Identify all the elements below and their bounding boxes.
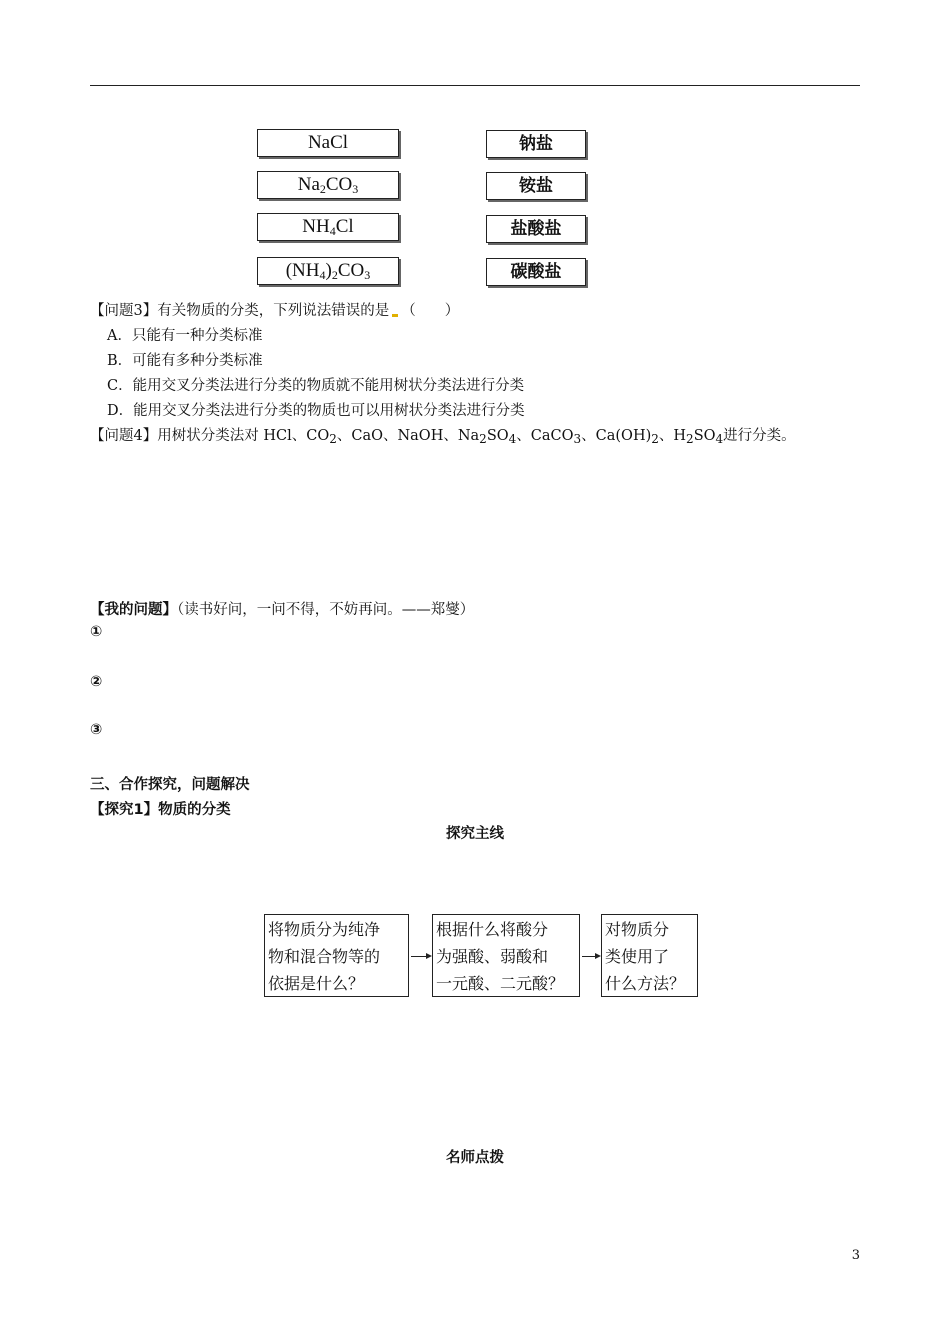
q3-paren: （ ）	[401, 303, 460, 319]
my-question-2: ②	[90, 674, 103, 690]
mainline-title: 探究主线	[446, 826, 504, 842]
header-rule	[90, 85, 860, 86]
box-sodium-salt: 钠盐	[486, 130, 586, 158]
flow-box-1-line: 物和混合物等的	[268, 947, 381, 966]
tips-title: 名师点拨	[446, 1150, 504, 1166]
q4-text-part: 、CaCO	[516, 428, 574, 444]
flow-box-3-line: 什么方法？	[605, 974, 686, 993]
flow-box-2-line: 为强酸、弱酸和	[436, 947, 549, 966]
box-nacl: NaCl	[257, 129, 399, 157]
q3-text: 有关物质的分类，下列说法错误的是	[157, 303, 390, 319]
q4-text: 用树状分类法对 HCl、CO	[157, 428, 330, 444]
page-number: 3	[851, 1248, 860, 1263]
flow-arrow-1	[411, 956, 430, 957]
question-3	[90, 299, 459, 320]
q3-option-a: A．只能有一种分类标准	[107, 328, 263, 344]
box-nh4cl: $NH_4Cl$	[257, 213, 399, 241]
box-hydrochloride-salt: 盐酸盐	[486, 215, 586, 243]
flow-box-2-line: 一元酸、二元酸？	[436, 974, 565, 993]
q3-option-b: B．可能有多种分类标准	[107, 353, 263, 369]
my-questions	[90, 598, 474, 619]
highlight-mark	[392, 314, 398, 317]
q3-label: 【问题3】	[90, 303, 158, 319]
flow-box-3-line: 对物质分	[605, 920, 670, 939]
section-3-heading: 三、合作探究，问题解决	[90, 777, 250, 793]
flow-box-1	[264, 914, 409, 997]
q3-option-d: D．能用交叉分类法进行分类的物质也可以用树状分类法进行分类	[107, 403, 525, 419]
box-nh42co3: $(NH_4)_2CO_3$	[257, 257, 399, 285]
my-question-3: ③	[90, 722, 103, 738]
flow-box-2-line: 根据什么将酸分	[436, 920, 549, 939]
q3-option-c: C．能用交叉分类法进行分类的物质就不能用树状分类法进行分类	[107, 378, 525, 394]
box-na2co3: $Na_2CO_3$	[257, 171, 399, 199]
box-ammonium-salt: 铵盐	[486, 172, 586, 200]
my-questions-label: 【我的问题】	[90, 602, 177, 618]
flow-arrow-2	[582, 956, 599, 957]
flow-box-3	[601, 914, 698, 997]
flow-box-3-line: 类使用了	[605, 947, 670, 966]
q4-text-part: 、Ca(OH)	[581, 428, 652, 444]
flow-box-1-line: 将物质分为纯净	[268, 920, 381, 939]
flow-box-1-line: 依据是什么？	[268, 974, 365, 993]
box-carbonate-salt: 碳酸盐	[486, 258, 586, 286]
q4-text-part: 进行分类。	[723, 428, 796, 444]
question-4: 【问题4】用树状分类法对 HCl、$CO_2$、CaO、NaOH、$Na_2SO_4$、CaCO$_3$、$Ca(OH)_2$、$H_2SO_4$进行分类。	[90, 428, 796, 446]
my-questions-quote: （读书好问，一问不得，不妨再问。——郑燮）	[177, 602, 475, 618]
flow-box-2	[432, 914, 580, 997]
q4-text-part: 、H	[658, 428, 687, 444]
q4-text-part: SO	[693, 428, 716, 444]
my-question-1: ①	[90, 624, 103, 640]
inquiry-1-heading: 【探究1】物质的分类	[90, 802, 231, 818]
q4-label: 【问题4】	[90, 428, 158, 444]
q4-text-part: SO	[486, 428, 509, 444]
q4-text-part: 、CaO、NaOH、Na	[336, 428, 480, 444]
